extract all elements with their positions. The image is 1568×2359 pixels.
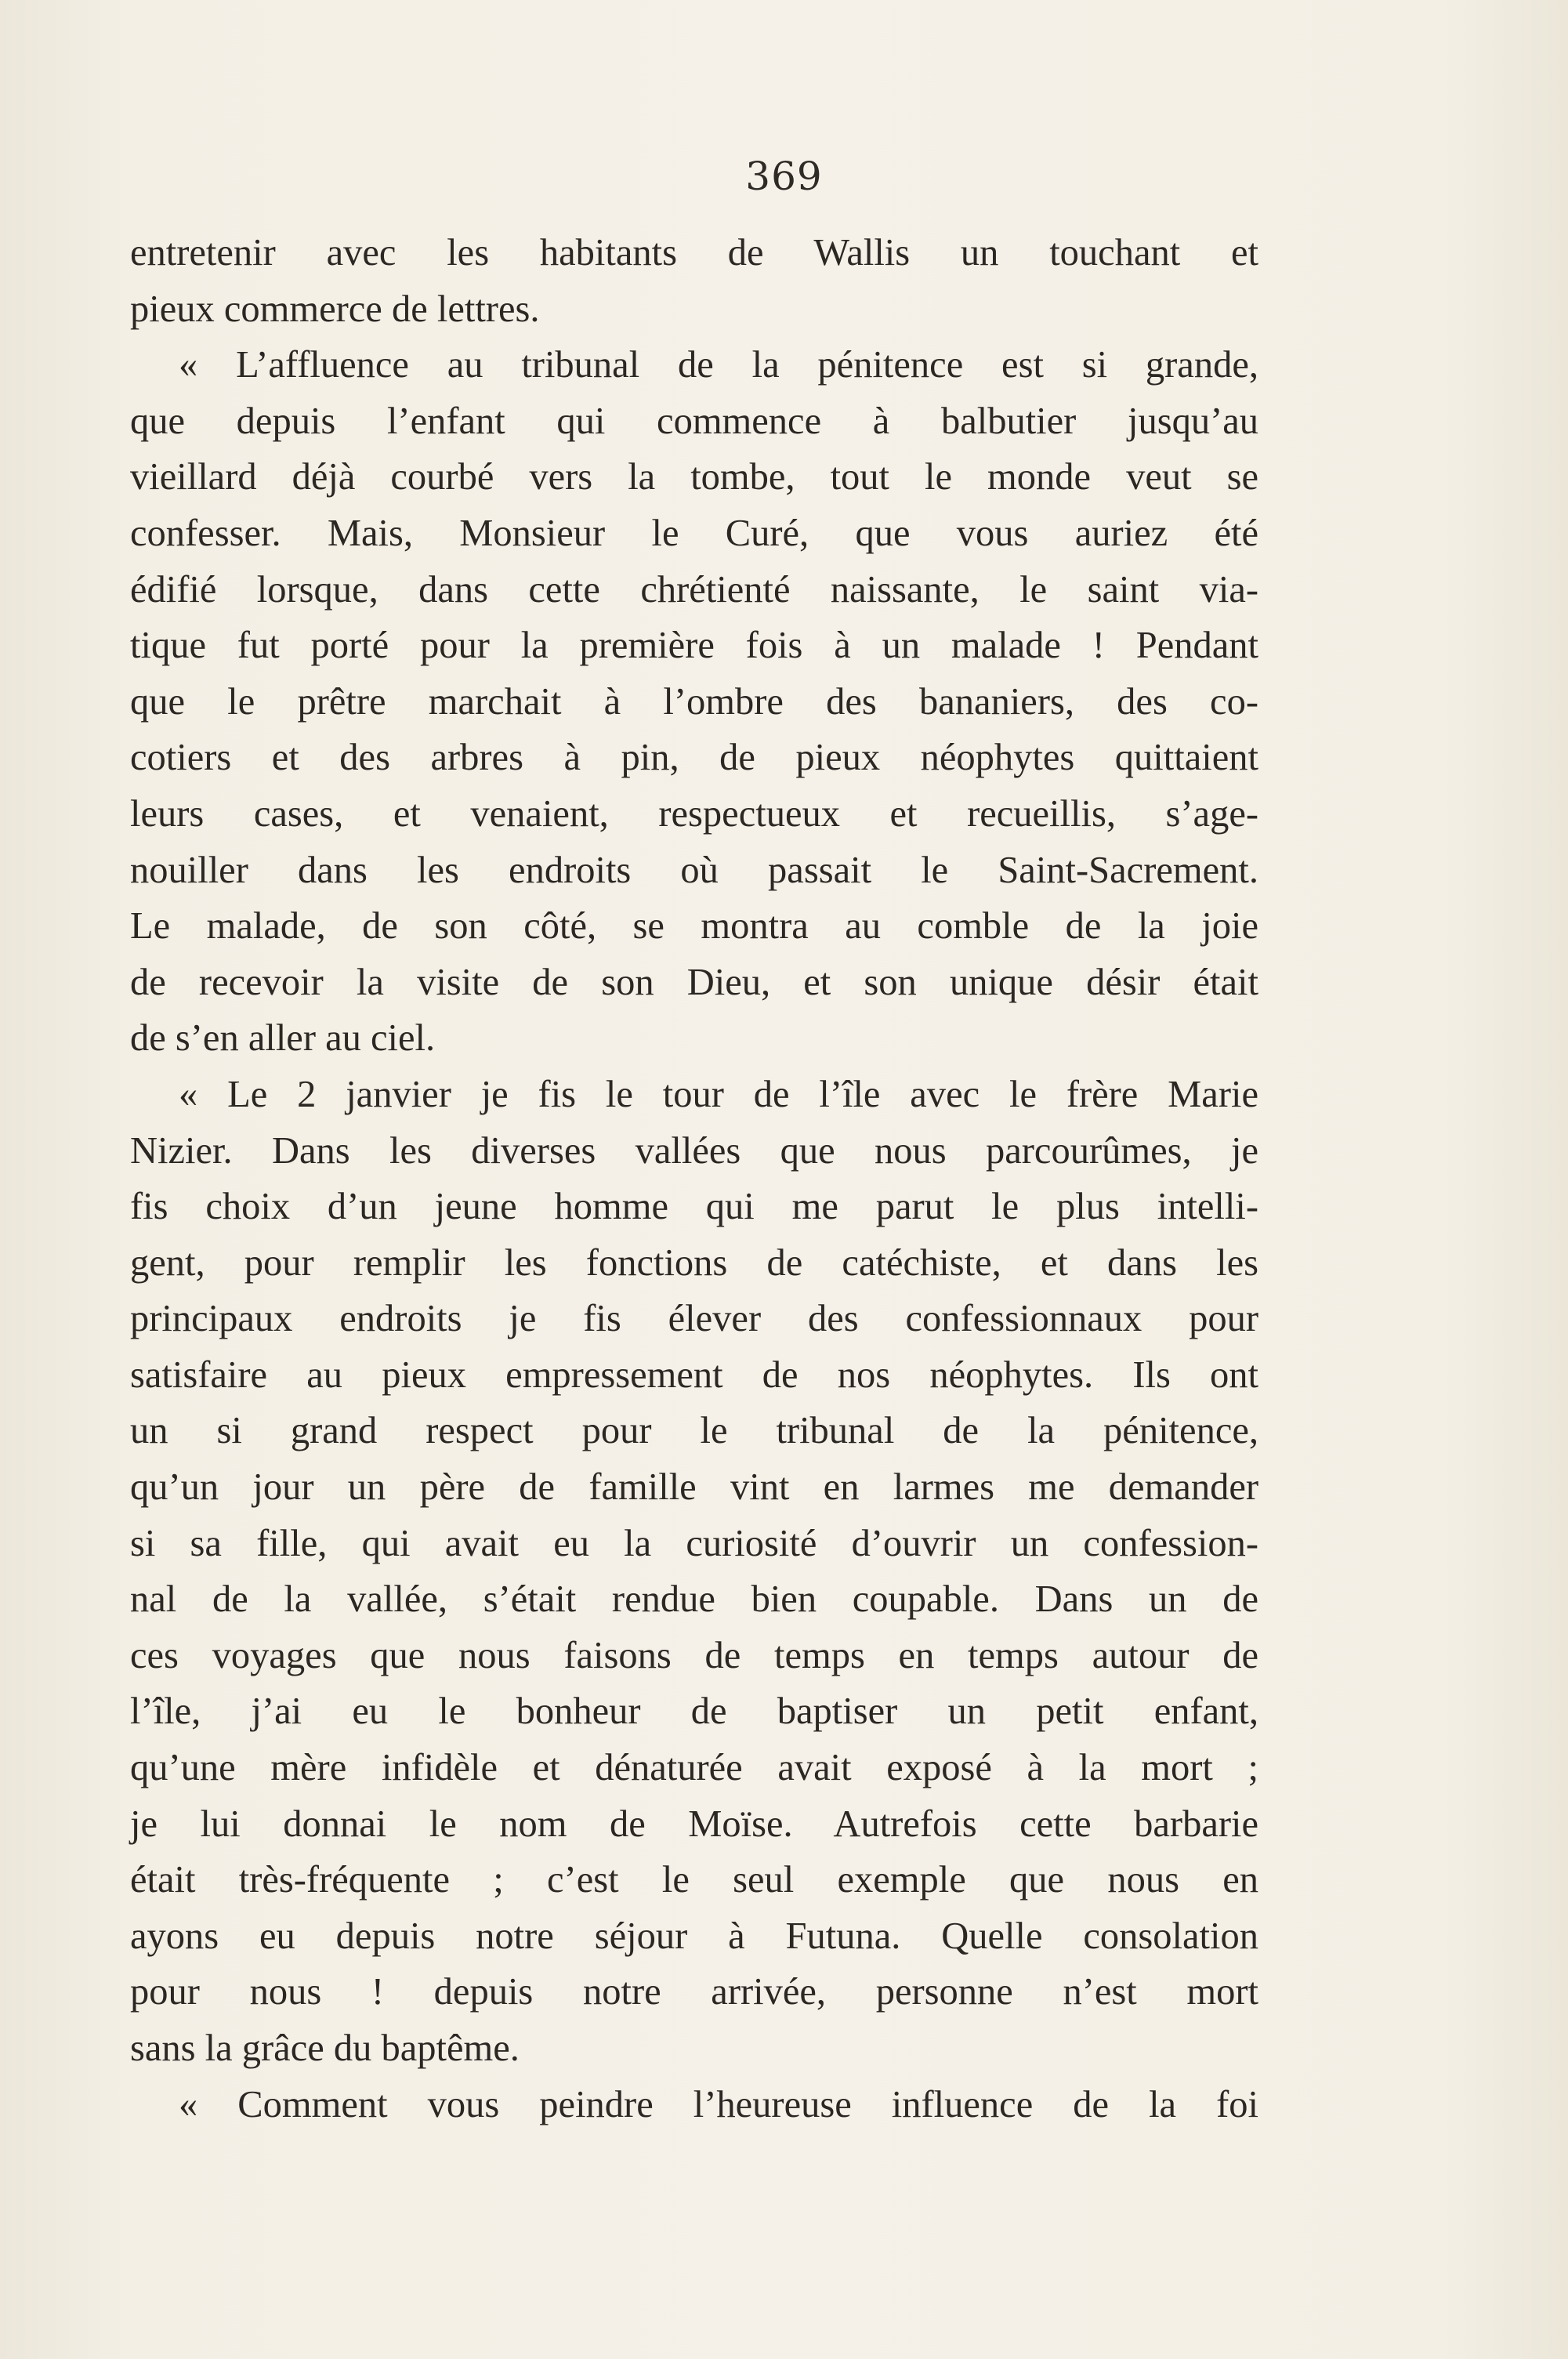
text-line: « Le 2 janvier je fis le tour de l’île avec le frère Marie	[179, 1073, 1258, 1115]
text-line: fis choix d’un jeune homme qui me parut le plus intelli-	[130, 1186, 1258, 1228]
text-line: de recevoir la visite de son Dieu, et son unique désir était	[130, 961, 1258, 1003]
text-line: ces voyages que nous faisons de temps en temps autour de	[130, 1634, 1258, 1676]
text-line: pieux commerce de lettres.	[130, 288, 540, 330]
text-line: Le malade, de son côté, se montra au comble de la joie	[130, 905, 1258, 948]
text-line: nal de la vallée, s’était rendue bien coupable. Dans un de	[130, 1578, 1258, 1621]
text-line: qu’un jour un père de famille vint en larmes me demander	[130, 1466, 1258, 1509]
text-line: nouiller dans les endroits où passait le Saint-Sacrement.	[130, 849, 1258, 891]
text-line: édifié lorsque, dans cette chrétienté naissante, le saint via-	[130, 568, 1258, 611]
text-line: ayons eu depuis notre séjour à Futuna. Quelle consolation	[130, 1915, 1258, 1957]
text-line: un si grand respect pour le tribunal de la pénitence,	[130, 1410, 1258, 1452]
text-line: gent, pour remplir les fonctions de catéchiste, et dans les	[130, 1241, 1258, 1284]
text-line: tique fut porté pour la première fois à un malade ! Pendant	[130, 625, 1258, 667]
text-line: l’île, j’ai eu le bonheur de baptiser un petit enfant,	[130, 1690, 1258, 1733]
text-line: Nizier. Dans les diverses vallées que nous parcourûmes, je	[130, 1129, 1258, 1172]
text-line: sans la grâce du baptême.	[130, 2027, 520, 2069]
text-line: « Comment vous peindre l’heureuse influence de la foi	[179, 2083, 1258, 2125]
text-line: que le prêtre marchait à l’ombre des bananiers, des co-	[130, 680, 1258, 723]
text-line: qu’une mère infidèle et dénaturée avait exposé à la mort ;	[130, 1747, 1258, 1789]
text-line: « L’affluence au tribunal de la pénitence est si grande,	[179, 344, 1258, 386]
text-line: de s’en aller au ciel.	[130, 1017, 436, 1060]
page-number: 369	[745, 154, 823, 199]
text-line: satisfaire au pieux empressement de nos néophytes. Ils ont	[130, 1353, 1258, 1396]
text-line: confesser. Mais, Monsieur le Curé, que vous auriez été	[130, 512, 1258, 554]
text-line: leurs cases, et venaient, respectueux et recueillis, s’age-	[130, 792, 1258, 835]
text-line: pour nous ! depuis notre arrivée, personne n’est mort	[130, 1971, 1258, 2013]
text-line: que depuis l’enfant qui commence à balbutier jusqu’au	[130, 400, 1258, 442]
text-line: entretenir avec les habitants de Wallis un touchant et	[130, 232, 1258, 274]
text-line: était très-fréquente ; c’est le seul exemple que nous en	[130, 1859, 1258, 1901]
text-line: cotiers et des arbres à pin, de pieux néophytes quittaient	[130, 737, 1258, 779]
text-line: vieillard déjà courbé vers la tombe, tout le monde veut se	[130, 456, 1258, 498]
text-line: principaux endroits je fis élever des confessionnaux pour	[130, 1298, 1258, 1340]
body-text	[130, 225, 1258, 2133]
text-line: je lui donnai le nom de Moïse. Autrefois cette barbarie	[130, 1803, 1258, 1845]
text-line: si sa fille, qui avait eu la curiosité d’ouvrir un confession-	[130, 1522, 1258, 1564]
